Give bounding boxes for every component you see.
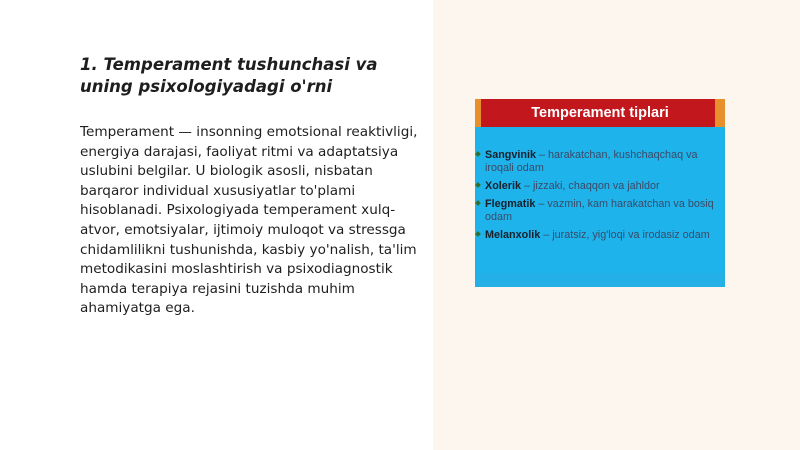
temperament-list bbox=[481, 149, 721, 247]
section-body: Temperament — insonning emotsional reaktivligi, energiya darajasi, faoliyat ritmi va adaptatsiya uslubini belgilar. U biologik asosli, nisbatan barqaror individual xususiyatlar to'plami hisoblanadi. Psixologiyada temperament xulq-atvor, emotsiyalar, ijtimoiy muloqot va stressga chidamlilikni tushunishda, kasbiy yo'nalish, ta'lim metodikasini moslashtirish va psixodiagnostik hamda terapiya rejasini tuzishda muhim ahamiyatga ega. bbox=[80, 124, 418, 317]
list-item-desc: – juratsiz, yig'loqi va irodasiz odam bbox=[540, 229, 710, 241]
bullet-icon bbox=[475, 151, 481, 157]
list-item-term: Xolerik bbox=[485, 180, 522, 192]
list-item bbox=[481, 229, 721, 242]
list-item-term: Flegmatik bbox=[485, 198, 536, 210]
list-item-desc: – vazmin, kam harakatchan va bosiq odam bbox=[485, 198, 714, 223]
list-item-desc: – jizzaki, chaqqon va jahldor bbox=[521, 180, 660, 192]
slide-footer bbox=[475, 273, 725, 287]
list-item-term: Melanxolik bbox=[485, 229, 541, 241]
slide-header bbox=[475, 99, 725, 127]
bullet-icon bbox=[475, 200, 481, 206]
list-item bbox=[481, 149, 721, 175]
list-item bbox=[481, 180, 721, 193]
temperament-types-slide-image bbox=[475, 99, 725, 287]
list-item bbox=[481, 198, 721, 224]
slide-title: Temperament tiplari bbox=[531, 105, 669, 121]
section-heading: 1. Temperament tushunchasi va uning psixologiyadagi o'rni bbox=[80, 55, 378, 96]
list-item-desc: – harakatchan, kushchaqchaq va iroqali odam bbox=[485, 149, 698, 174]
list-item-term: Sangvinik bbox=[485, 149, 537, 161]
bullet-icon bbox=[475, 231, 481, 237]
bullet-icon bbox=[475, 182, 481, 188]
